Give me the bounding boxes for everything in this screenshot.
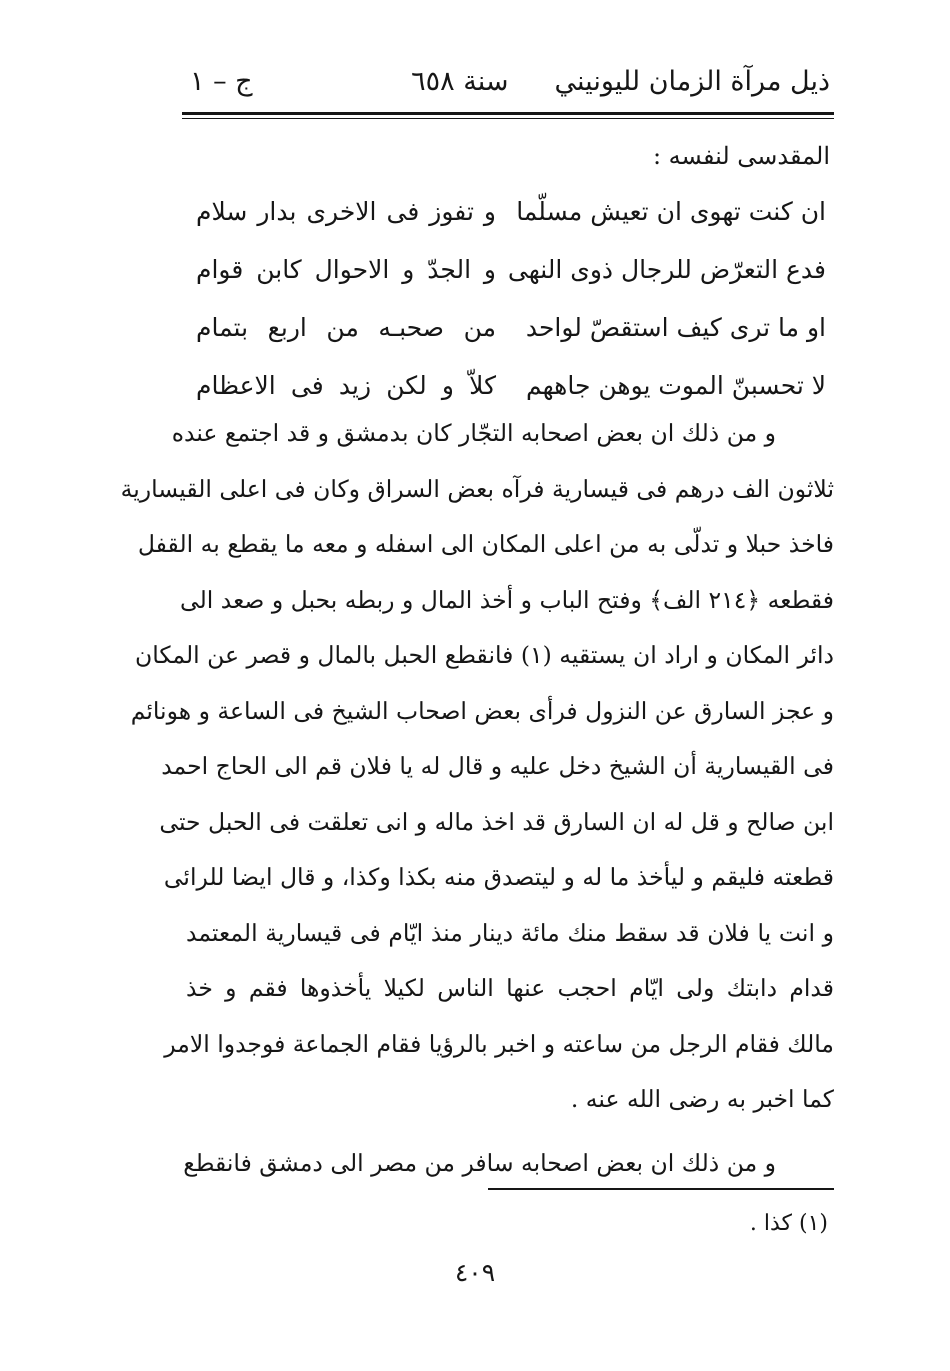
text-line: و عجز السارق عن النزول فرأى بعض اصحاب الشيخ فى الساعة و هونائم: [130, 696, 834, 725]
verse-second-hemistich: و الجدّ و الاحوال كابن قوام: [196, 254, 496, 284]
header-volume: ج – ١: [190, 65, 253, 97]
footnote-rule: [488, 1188, 834, 1190]
text-line: دائر المكان و اراد ان يستقيه (١) فانقطع الحبل بالمال و قصر عن المكان: [135, 641, 834, 669]
running-header: [190, 56, 830, 106]
header-year: سنة ٦٥٨: [411, 65, 509, 97]
verse-first-hemistich: او ما ترى كيف استقصّ لواحد: [525, 312, 826, 342]
text-line: مالك فقام الرجل من ساعته و اخبر بالرؤيا فقام الجماعة فوجدوا الامر: [164, 1029, 834, 1058]
poem-intro: المقدسى لنفسه :: [652, 142, 830, 170]
verse-second-hemistich: كلاّ و لكن زيد فى الاعظام: [196, 370, 496, 400]
text-line: ابن صالح و قل له ان السارق قد اخذ ماله و انى تعلقت فى الحبل حتى: [159, 807, 834, 836]
text-line: كما اخبر به رضى الله عنه .: [570, 1085, 834, 1113]
header-book-title: ذيل مرآة الزمان لليونيني: [554, 65, 830, 97]
poem-verse: [196, 240, 826, 298]
footnote: (١) كذا .: [749, 1211, 828, 1236]
text-line: قدام دابتك ولى ايّام احجب عنها الناس لكيلا يأخذوها فقم و خذ: [186, 974, 835, 1002]
text-line: فاخذ حبلا و تدلّى به من اعلى المكان الى اسفله و معه ما يقطع به القفل: [137, 530, 834, 558]
verse-second-hemistich: و تفوز فى الاخرى بدار سلام: [196, 196, 496, 226]
text-line: و انت يا فلان قد سقط منك مائة دينار منذ ايّام فى قيسارية المعتمد: [186, 918, 834, 947]
header-title-group: [411, 66, 830, 97]
page-number: ٤٠٩: [454, 1258, 496, 1287]
text-line: ثلاثون الف درهم فى قيسارية فرآه بعض السراق وكان فى اعلى القيسارية: [120, 474, 834, 503]
text-line: فى القيسارية أن الشيخ دخل عليه و قال له يا فلان قم الى الحاج احمد: [161, 752, 834, 780]
poem: [196, 182, 826, 414]
verse-second-hemistich: من صحبـه من اربع بتمام: [196, 312, 496, 342]
header-rule-thick: [182, 112, 834, 115]
header-rule-thin: [182, 118, 834, 119]
text-line: فقطعه ﴿٢١٤ الف﴾ وفتح الباب و أخذ المال و ربطه بحبل و صعد الى: [180, 585, 834, 614]
poem-verse: [196, 298, 826, 356]
verse-first-hemistich: فدع التعرّض للرجال ذوى النهى: [507, 254, 826, 284]
verse-first-hemistich: لا تحسبنّ الموت يوهن جاههم: [526, 370, 826, 400]
paragraph-1: [120, 406, 835, 1128]
poem-verse: [196, 182, 826, 240]
verse-first-hemistich: ان كنت تهوى ان تعيش مسلّما: [516, 196, 826, 226]
paragraph-2: [183, 1136, 834, 1192]
text-line: و من ذلك ان بعض اصحابه سافر من مصر الى دمشق فانقطع: [183, 1149, 776, 1177]
text-line: قطعته فليقم و ليأخذ ما له و ليتصدق منه بكذا وكذا، و قال ايضا للرائى: [163, 863, 834, 891]
text-line: و من ذلك ان بعض اصحابه التجّار كان بدمشق و قد اجتمع عنده: [171, 419, 776, 447]
